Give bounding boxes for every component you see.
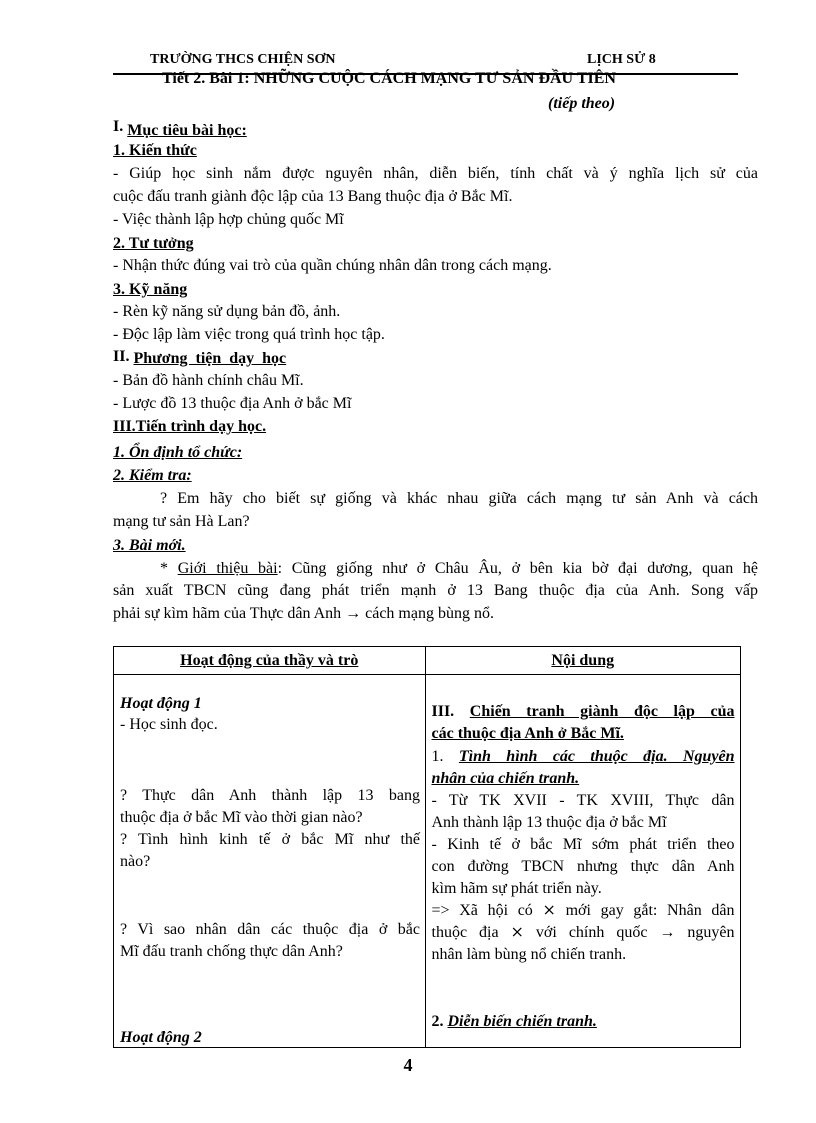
question-2-line-1: ? Tình hình kinh tế ở bắc Mĩ như thế bbox=[120, 831, 420, 848]
content-point-3-line-2: thuộc địa ⨯ với chính quốc → nguyên bbox=[431, 924, 735, 941]
knowledge-heading: 1. Kiến thức bbox=[113, 142, 197, 159]
table-header-right bbox=[425, 647, 741, 675]
section-2-number: II. bbox=[113, 348, 130, 365]
intro-line-3: phải sự kìm hãm của Thực dân Anh → cách mạng bùng nổ. bbox=[113, 605, 494, 622]
section-2-line-1: - Bản đồ hành chính châu Mĩ. bbox=[113, 372, 304, 389]
content-column bbox=[425, 675, 741, 1048]
content-section-3-number: III. bbox=[431, 703, 455, 720]
skill-line-1: - Rèn kỹ năng sử dụng bản đồ, ảnh. bbox=[113, 303, 341, 320]
content-point-2-line-1: - Kinh tế ở bắc Mĩ sớm phát triển theo bbox=[431, 836, 735, 853]
content-sub-1-number: 1. bbox=[431, 748, 444, 765]
intro-line-1: * Giới thiệu bài: Cũng giống như ở Châu Âu, ở bên kia bờ đại dương, quan hệ bbox=[160, 560, 759, 577]
content-point-3-line-1: => Xã hội có ⨯ mới gay gắt: Nhân dân bbox=[431, 902, 735, 919]
school-name: TRƯỜNG THCS CHIỆN SƠN bbox=[150, 52, 336, 67]
content-section-3-line-2: các thuộc địa Anh ở Bắc Mĩ. bbox=[431, 725, 624, 742]
new-lesson-heading: 3. Bài mới. bbox=[113, 537, 186, 554]
check-line-2: mạng tư sản Hà Lan? bbox=[113, 513, 250, 530]
section-2-heading bbox=[113, 346, 758, 368]
intro-line-1-text: : Cũng giống như ở Châu Âu, ở bên kia bờ đại dương, quan hệ bbox=[277, 560, 759, 577]
content-section-3-title-1: Chiến tranh giành độc lập của bbox=[469, 703, 735, 720]
knowledge-line-2: cuộc đấu tranh giành độc lập của 13 Bang thuộc địa ở Bắc Mĩ. bbox=[113, 188, 513, 205]
skill-heading: 3. Kỹ năng bbox=[113, 281, 188, 298]
lesson-title: Tiết 2. Bài 1: NHỮNG CUỘC CÁCH MẠNG TƯ SẢN ĐẦU TIÊN bbox=[162, 70, 616, 87]
table-header-left-text: Hoạt động của thầy và trò bbox=[180, 651, 359, 669]
table-header-left bbox=[114, 647, 426, 675]
knowledge-line-1: - Giúp học sinh nắm được nguyên nhân, diễn biến, tính chất và ý nghĩa lịch sử của bbox=[113, 165, 758, 182]
question-3-line-1: ? Vì sao nhân dân các thuộc địa ở bắc bbox=[120, 921, 420, 938]
section-1-heading bbox=[113, 116, 758, 138]
content-point-2-line-3: kìm hãm sự phát triển này. bbox=[431, 880, 602, 897]
content-sub-2 bbox=[432, 1011, 735, 1033]
section-2-line-2: - Lược đồ 13 thuộc địa Anh ở bắc Mĩ bbox=[113, 395, 352, 412]
content-sub-1-line-1 bbox=[432, 746, 735, 768]
content-sub-2-number: 2. bbox=[431, 1013, 444, 1030]
knowledge-line-3: - Việc thành lập hợp chủng quốc Mĩ bbox=[113, 211, 344, 228]
section-3-heading: III.Tiến trình dạy học. bbox=[113, 418, 267, 435]
lesson-table bbox=[113, 646, 741, 1048]
check-heading: 2. Kiểm tra: bbox=[113, 467, 192, 484]
content-point-2-line-2: con đường TBCN nhưng thực dân Anh bbox=[431, 858, 735, 875]
question-2-line-2: nào? bbox=[120, 853, 151, 870]
activity-1-line: - Học sinh đọc. bbox=[120, 716, 218, 733]
table-header-right-text: Nội dung bbox=[551, 651, 615, 669]
check-line-1: ? Em hãy cho biết sự giống và khác nhau giữa cách mạng tư sản Anh và cách bbox=[160, 490, 758, 507]
page-number: 4 bbox=[403, 1055, 413, 1075]
organization-heading: 1. Ổn định tổ chức: bbox=[113, 444, 243, 461]
content-point-3-line-3: nhân làm bùng nổ chiến tranh. bbox=[431, 946, 627, 963]
question-3-line-2: Mĩ đấu tranh chống thực dân Anh? bbox=[120, 943, 343, 960]
activity-2-label: Hoạt động 2 bbox=[120, 1029, 202, 1046]
question-1-line-2: thuộc địa ở bắc Mĩ vào thời gian nào? bbox=[120, 809, 363, 826]
intro-label: Giới thiệu bài bbox=[177, 560, 278, 577]
skill-line-2: - Độc lập làm việc trong quá trình học tập. bbox=[113, 326, 385, 343]
thought-line-1: - Nhận thức đúng vai trò của quần chúng nhân dân trong cách mạng. bbox=[113, 257, 552, 274]
activities-column bbox=[114, 675, 426, 1048]
lesson-subtitle: (tiếp theo) bbox=[548, 95, 616, 112]
intro-line-2: sản xuất TBCN cũng đang phát triển mạnh ở 13 Bang thuộc địa của Anh. Song vấp bbox=[113, 582, 758, 599]
section-1-number: I. bbox=[113, 118, 124, 135]
content-point-1-line-1: - Từ TK XVII - TK XVIII, Thực dân bbox=[431, 792, 735, 809]
thought-heading: 2. Tư tưởng bbox=[113, 235, 194, 252]
content-section-3-line-1 bbox=[432, 701, 735, 723]
activity-1-label: Hoạt động 1 bbox=[120, 695, 202, 712]
content-point-1-line-2: Anh thành lập 13 thuộc địa ở bắc Mĩ bbox=[431, 814, 667, 831]
question-1-line-1: ? Thực dân Anh thành lập 13 bang bbox=[120, 787, 420, 804]
content-sub-1-line-2: nhân của chiến tranh. bbox=[431, 770, 580, 787]
content-sub-2-title: Diễn biến chiến tranh. bbox=[447, 1013, 597, 1030]
content-sub-1-title-1: Tình hình các thuộc địa. Nguyên bbox=[458, 748, 735, 765]
subject-name: LỊCH SỬ 8 bbox=[587, 52, 656, 67]
section-1-title: Mục tiêu bài học: bbox=[127, 122, 247, 139]
section-2-title: Phương tiện dạy học bbox=[133, 350, 287, 367]
